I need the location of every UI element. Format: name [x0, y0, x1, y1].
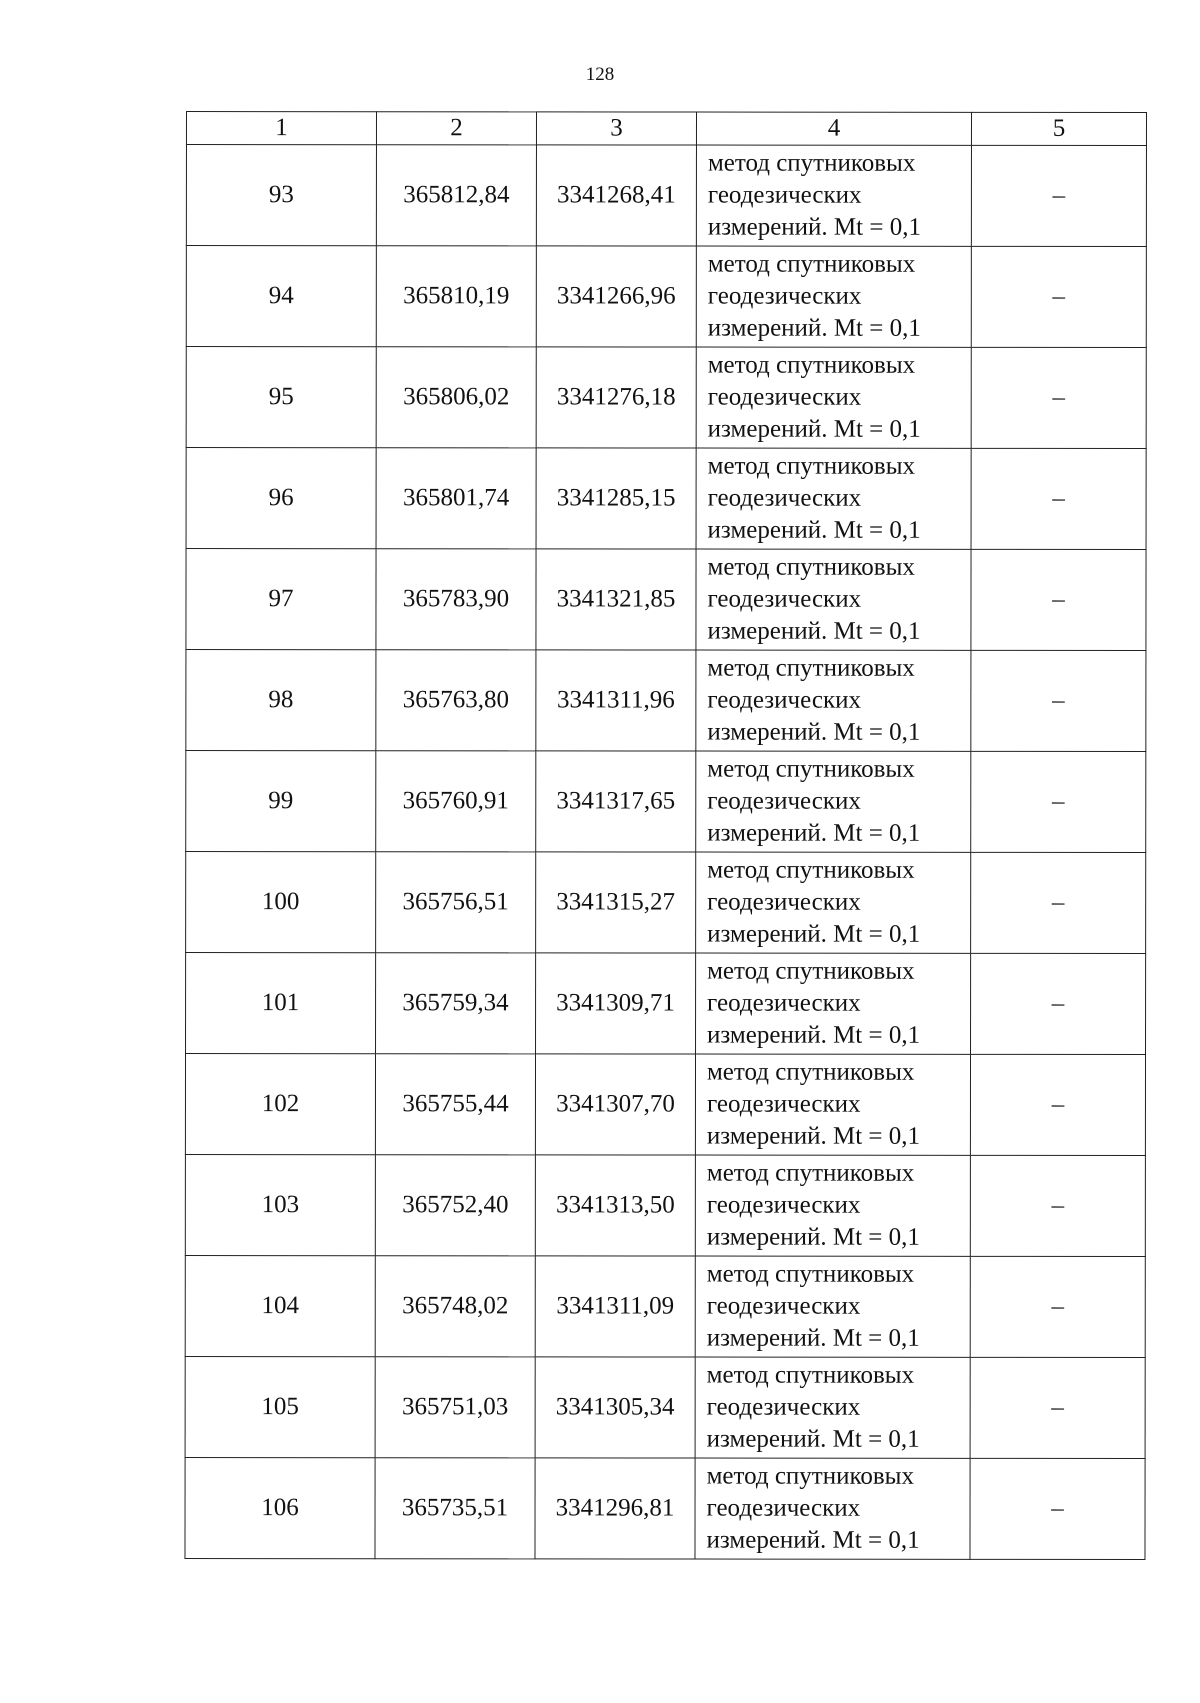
- note-cell: –: [971, 852, 1146, 953]
- point-number-cell: 106: [185, 1457, 375, 1558]
- method-line: метод спутниковых: [707, 149, 916, 177]
- method-line: геодезических: [706, 1393, 861, 1421]
- method-line: геодезических: [707, 282, 862, 310]
- table-row: [185, 1457, 1145, 1559]
- table-row: [186, 347, 1146, 449]
- method-line: геодезических: [707, 585, 862, 613]
- coordinates-table: [184, 111, 1147, 1560]
- coordinate-y-cell: 3341305,34: [535, 1357, 695, 1458]
- note-cell: –: [971, 246, 1146, 347]
- table-row: [186, 145, 1146, 247]
- point-number-cell: 103: [185, 1155, 375, 1256]
- method-line: метод спутниковых: [706, 1058, 915, 1086]
- method-line: метод спутниковых: [706, 1260, 915, 1288]
- method-cell: [696, 448, 971, 549]
- coordinate-y-cell: 3341309,71: [536, 953, 696, 1054]
- note-cell: –: [971, 448, 1146, 549]
- table-row: [185, 1356, 1145, 1458]
- coordinate-x-cell: 365801,74: [376, 448, 536, 549]
- point-number-cell: 104: [185, 1255, 375, 1356]
- method-line: измерений. Mt = 0,1: [707, 617, 921, 645]
- coordinate-y-cell: 3341313,50: [535, 1155, 695, 1256]
- table-body: [185, 145, 1146, 1560]
- method-line: геодезических: [707, 686, 861, 714]
- coordinate-y-cell: 3341268,41: [536, 145, 696, 246]
- table-row: [185, 1255, 1145, 1357]
- note-cell: –: [971, 347, 1146, 448]
- note-cell: –: [970, 1458, 1145, 1559]
- method-cell: [696, 852, 971, 953]
- method-line: метод спутниковых: [706, 1361, 915, 1389]
- method-line: метод спутниковых: [707, 250, 916, 278]
- method-line: измерений. Mt = 0,1: [707, 213, 921, 241]
- column-header-1: 1: [186, 112, 376, 145]
- point-number-cell: 99: [186, 751, 376, 852]
- point-number-cell: 95: [186, 347, 376, 448]
- coordinate-x-cell: 365806,02: [376, 347, 536, 448]
- method-line: измерений. Mt = 0,1: [707, 1021, 921, 1049]
- coordinate-x-cell: 365748,02: [375, 1256, 535, 1357]
- method-line: геодезических: [707, 989, 861, 1017]
- note-cell: –: [971, 650, 1146, 751]
- page-number: 128: [585, 64, 615, 85]
- method-line: метод спутниковых: [707, 856, 915, 884]
- note-cell: –: [971, 953, 1146, 1054]
- coordinate-x-cell: 365751,03: [375, 1357, 535, 1458]
- method-cell: [696, 347, 971, 448]
- method-line: метод спутниковых: [706, 1159, 915, 1187]
- method-line: измерений. Mt = 0,1: [706, 1122, 921, 1150]
- method-line: измерений. Mt = 0,1: [706, 1324, 920, 1352]
- column-header-4: 4: [696, 112, 971, 145]
- point-number-cell: 94: [186, 246, 376, 347]
- coordinate-y-cell: 3341296,81: [535, 1458, 695, 1559]
- method-cell: [695, 1357, 970, 1458]
- coordinate-x-cell: 365752,40: [375, 1155, 535, 1256]
- method-cell: [696, 751, 971, 852]
- coordinate-x-cell: 365760,91: [376, 751, 536, 852]
- header-row: [186, 112, 1146, 146]
- table-row: [186, 751, 1146, 853]
- point-number-cell: 105: [185, 1356, 375, 1457]
- coordinate-x-cell: 365759,34: [376, 953, 536, 1054]
- method-line: геодезических: [707, 181, 862, 209]
- note-cell: –: [970, 1054, 1145, 1155]
- method-cell: [696, 953, 971, 1054]
- point-number-cell: 93: [186, 145, 376, 246]
- method-cell: [695, 1054, 970, 1155]
- point-number-cell: 98: [186, 650, 376, 751]
- table-row: [186, 448, 1146, 550]
- table-row: [186, 246, 1146, 348]
- coordinate-y-cell: 3341285,15: [536, 448, 696, 549]
- table-row: [185, 1054, 1145, 1156]
- method-line: метод спутниковых: [707, 351, 916, 379]
- method-line: измерений. Mt = 0,1: [706, 1223, 920, 1251]
- coordinate-x-cell: 365735,51: [375, 1458, 535, 1559]
- method-line: геодезических: [707, 888, 861, 916]
- table-row: [185, 1155, 1145, 1257]
- method-line: геодезических: [707, 383, 862, 411]
- note-cell: –: [971, 549, 1146, 650]
- coordinate-x-cell: 365810,19: [376, 246, 536, 347]
- note-cell: –: [970, 1155, 1145, 1256]
- note-cell: –: [971, 751, 1146, 852]
- point-number-cell: 102: [185, 1054, 375, 1155]
- method-line: геодезических: [707, 484, 862, 512]
- column-header-2: 2: [376, 112, 536, 145]
- coordinate-x-cell: 365756,51: [376, 852, 536, 953]
- coordinate-x-cell: 365755,44: [375, 1054, 535, 1155]
- table-row: [186, 549, 1146, 651]
- method-line: метод спутниковых: [706, 1462, 914, 1490]
- method-line: геодезических: [706, 1090, 861, 1118]
- method-line: геодезических: [707, 787, 861, 815]
- method-line: измерений. Mt = 0,1: [707, 516, 921, 544]
- coordinate-y-cell: 3341321,85: [536, 549, 696, 650]
- coordinate-x-cell: 365763,80: [376, 650, 536, 751]
- table-header: [186, 112, 1146, 146]
- method-line: метод спутниковых: [707, 553, 915, 581]
- method-line: метод спутниковых: [707, 755, 915, 783]
- note-cell: –: [970, 1357, 1145, 1458]
- method-cell: [695, 1256, 970, 1357]
- method-line: геодезических: [706, 1292, 861, 1320]
- point-number-cell: 97: [186, 549, 376, 650]
- coordinate-x-cell: 365812,84: [376, 145, 536, 246]
- method-line: измерений. Mt = 0,1: [706, 1526, 920, 1554]
- method-cell: [695, 1155, 970, 1256]
- point-number-cell: 96: [186, 448, 376, 549]
- coordinate-y-cell: 3341307,70: [535, 1054, 695, 1155]
- table-row: [186, 852, 1146, 954]
- method-cell: [696, 549, 971, 650]
- coordinate-y-cell: 3341315,27: [536, 852, 696, 953]
- method-line: измерений. Mt = 0,1: [706, 1425, 920, 1453]
- column-header-3: 3: [536, 112, 696, 145]
- method-cell: [696, 246, 971, 347]
- method-line: метод спутниковых: [707, 452, 916, 480]
- method-line: геодезических: [706, 1494, 861, 1522]
- method-line: геодезических: [706, 1191, 861, 1219]
- method-cell: [695, 1458, 970, 1559]
- coordinate-y-cell: 3341317,65: [536, 751, 696, 852]
- coordinate-y-cell: 3341266,96: [536, 246, 696, 347]
- method-line: измерений. Mt = 0,1: [707, 314, 921, 342]
- coordinate-y-cell: 3341276,18: [536, 347, 696, 448]
- method-line: метод спутниковых: [707, 654, 915, 682]
- method-line: метод спутниковых: [707, 957, 915, 985]
- table-row: [186, 650, 1146, 752]
- method-cell: [696, 650, 971, 751]
- method-cell: [696, 145, 971, 246]
- table-row: [186, 953, 1146, 1055]
- point-number-cell: 100: [186, 852, 376, 953]
- note-cell: –: [971, 145, 1146, 246]
- column-header-5: 5: [971, 112, 1146, 145]
- method-line: измерений. Mt = 0,1: [707, 819, 921, 847]
- method-line: измерений. Mt = 0,1: [707, 718, 921, 746]
- point-number-cell: 101: [186, 953, 376, 1054]
- coordinate-y-cell: 3341311,96: [536, 650, 696, 751]
- coordinate-y-cell: 3341311,09: [535, 1256, 695, 1357]
- note-cell: –: [970, 1256, 1145, 1357]
- method-line: измерений. Mt = 0,1: [707, 920, 921, 948]
- method-line: измерений. Mt = 0,1: [707, 415, 921, 443]
- coordinate-x-cell: 365783,90: [376, 549, 536, 650]
